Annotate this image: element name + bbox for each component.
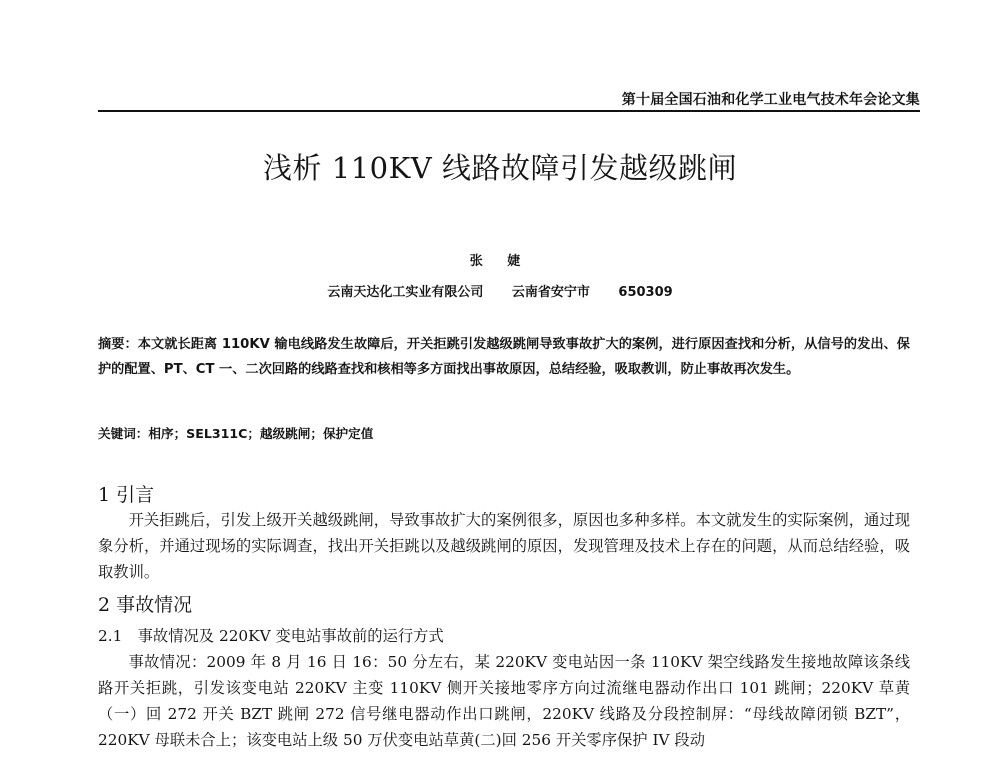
accident-paragraph: 事故情况：2009 年 8 月 16 日 16：50 分左右，某 220KV 变电站因一条 110KV 架空线路发生接地故障该条线路开关拒跳，引发该变电站 220KV 主变 110KV 侧开关接地零序方向过流继电器动作出口 101 跳闸；220KV 草黄（一）回 272 开关 BZT 跳闸 272 信号继电器动作出口跳闸，220KV 线路及分段控制屏：“母线故障闭锁 BZT”，220KV 母联未合上；该变电站上级 50 万伏变电站草黄(二)回 256 开关零序保护 IV 段动 (98, 653, 910, 749)
section-heading-accident: 2 事故情况 (98, 594, 193, 616)
keywords: 关键词：相序；SEL311C；越级跳闸；保护定值 (98, 426, 374, 441)
abstract: 摘要：本文就长距离 110KV 输电线路发生故障后，开关拒跳引发越级跳闸导致事故扩大的案例，进行原因查找和分析，从信号的发出、保护的配置、PT、CT 一、二次回路的线路查找和核相等多方面找出事故原因，总结经验，吸取教训，防止事故再次发生。 (98, 337, 910, 377)
running-head: 第十届全国石油和化学工业电气技术年会论文集 (621, 92, 920, 108)
affiliation-postcode: 650309 (618, 285, 673, 300)
subsection-heading-2-1: 2.1 事故情况及 220KV 变电站事故前的运行方式 (98, 627, 444, 645)
author-name: 张 婕 (469, 254, 531, 269)
affiliation-location: 云南省安宁市 (511, 285, 590, 300)
affiliation-company: 云南天达化工实业有限公司 (327, 285, 484, 300)
header-rule (98, 110, 920, 112)
article-title: 浅析 110KV 线路故障引发越级跳闸 (263, 151, 737, 185)
affiliation (0, 281, 1000, 300)
section-heading-introduction: 1 引言 (98, 484, 155, 506)
introduction-paragraph: 开关拒跳后，引发上级开关越级跳闸，导致事故扩大的案例很多，原因也多种多样。本文就发生的实际案例，通过现象分析，并通过现场的实际调查，找出开关拒跳以及越级跳闸的原因，发现管理及技术上存在的问题，从而总结经验，吸取教训。 (98, 511, 910, 581)
